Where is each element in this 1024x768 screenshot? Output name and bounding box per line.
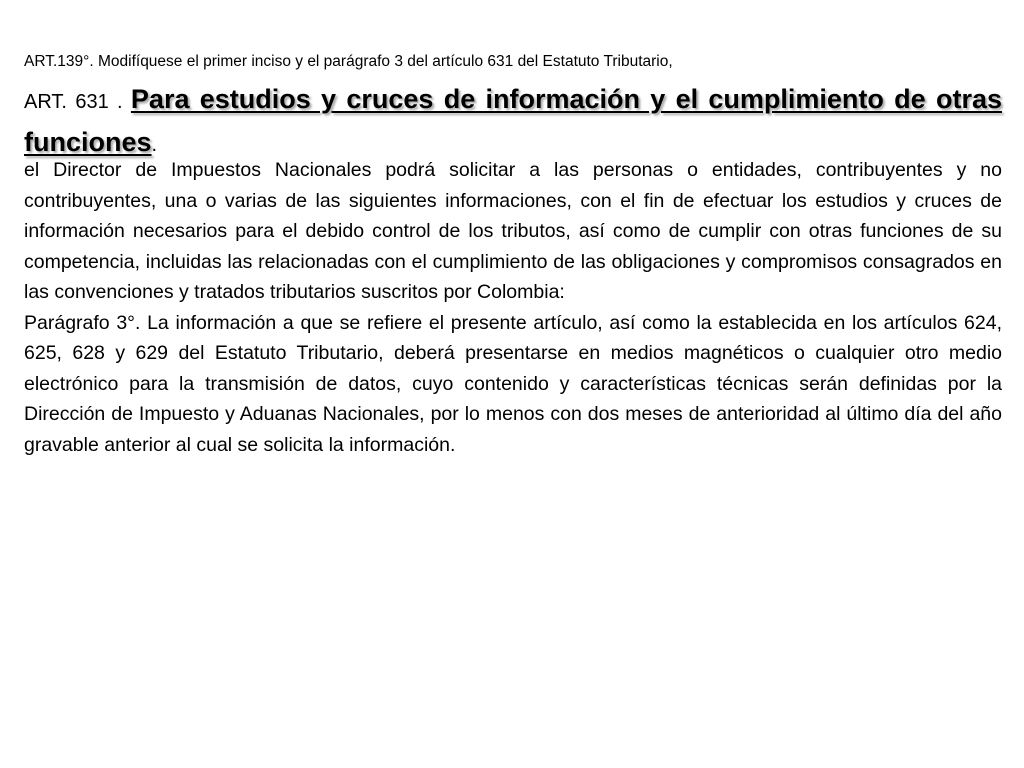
body-paragraph-main: el Director de Impuestos Nacionales podrá solicitar a las personas o entidades, contribuyentes y no contribuyentes, una o varias de las siguientes informaciones, con el fin de efectuar los estudios y cruces de información necesarios para el debido control de los tributos, así como de cumplir con otras funciones de su competencia, incluidas las relacionadas con el cumplimiento de las obligaciones y compromisos consagrados en las convenciones y tratados tributarios suscritos por Colombia: (24, 159, 1002, 303)
intro-line: ART.139°. Modifíquese el primer inciso y el parágrafo 3 del artículo 631 del Estatuto Tributario, (24, 53, 673, 70)
article-title: Para estudios y cruces de información y el cumplimiento de otras funciones (24, 84, 1002, 157)
article-heading (24, 80, 1002, 166)
article-title-period: . (151, 134, 158, 156)
article-body (24, 155, 1002, 460)
body-paragraph-paragrafo-3: Parágrafo 3°. La información a que se refiere el presente artículo, así como la establecida en los artículos 624, 625, 628 y 629 del Estatuto Tributario, deberá presentarse en medios magnéticos o cualquier otro medio electrónico para la transmisión de datos, cuyo contenido y características técnicas serán definidas por la Dirección de Impuesto y Aduanas Nacionales, por lo menos con dos meses de anterioridad al último día del año gravable anterior al cual se solicita la información. (24, 311, 1002, 456)
article-number: ART. 631 . (24, 91, 131, 113)
